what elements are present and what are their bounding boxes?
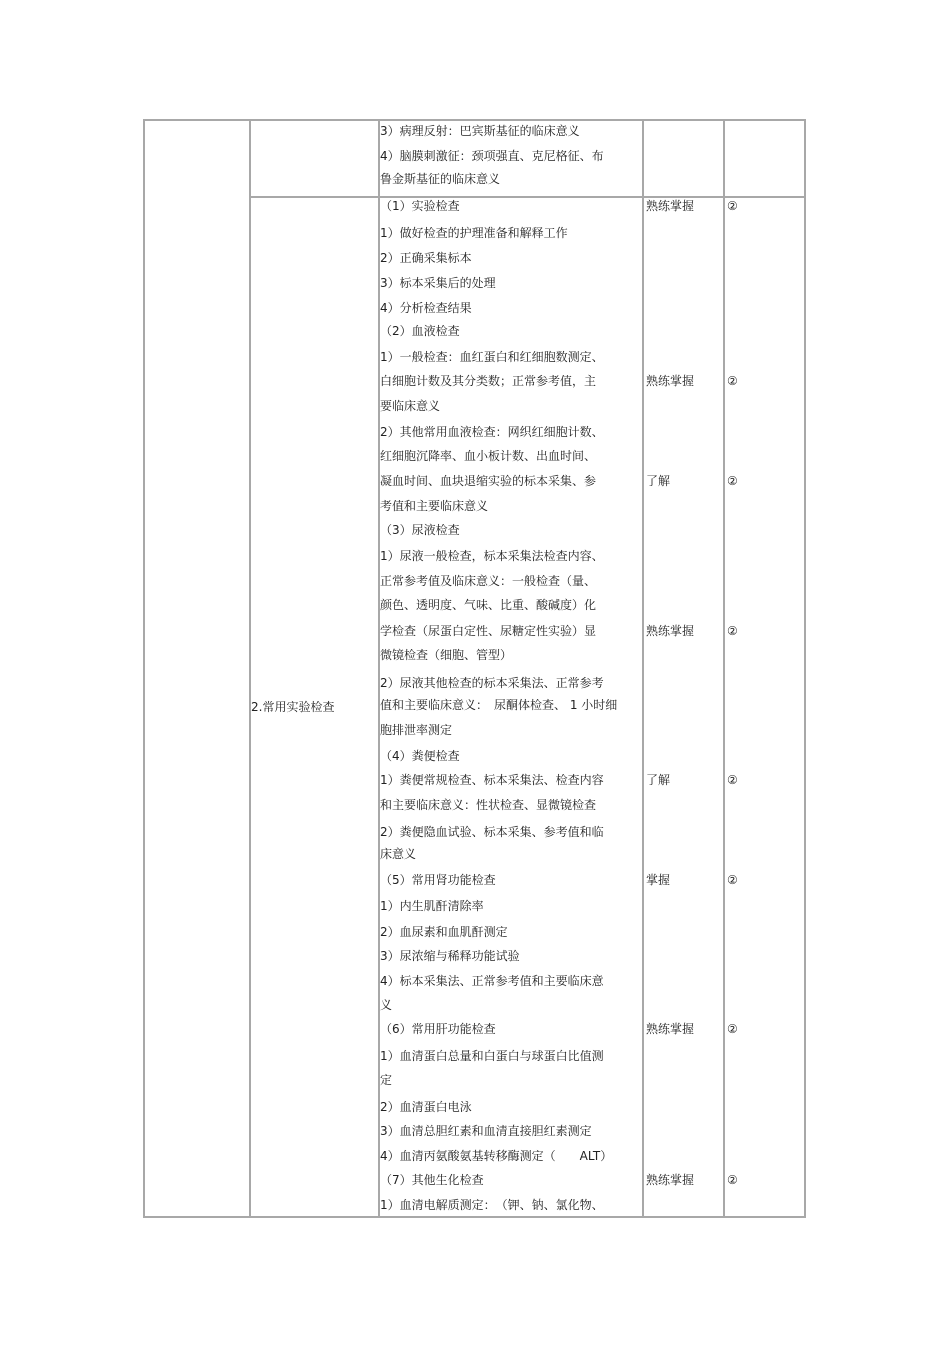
content-line: 凝血时间、血块退缩实验的标本采集、参 — [380, 474, 597, 488]
level-cell: 了解 — [646, 474, 671, 488]
row-divider — [251, 196, 804, 198]
mark-cell: ② — [727, 873, 738, 887]
content-line: 4）脑膜刺激征：颈项强直、克尼格征、布 — [380, 149, 604, 163]
level-cell: 熟练掌握 — [646, 1022, 695, 1036]
content-line: 值和主要临床意义： 尿酮体检查、 1 小时细 — [380, 698, 618, 712]
content-line: 学检查（尿蛋白定性、尿糖定性实验）显 — [380, 624, 597, 638]
mark-cell: ② — [727, 624, 738, 638]
content-line: 3）病理反射：巴宾斯基征的临床意义 — [380, 124, 580, 138]
content-line: 鲁金斯基征的临床意义 — [380, 172, 501, 186]
column-divider — [642, 121, 644, 1216]
content-line: 正常参考值及临床意义：一般检查（量、 — [380, 574, 597, 588]
topic-cell: 2.常用实验检查 — [251, 700, 335, 714]
content-line: （7）其他生化检查 — [380, 1173, 484, 1187]
mark-cell: ② — [727, 773, 738, 787]
content-line: 1）内生肌酐清除率 — [380, 899, 484, 913]
content-line: 床意义 — [380, 847, 417, 861]
content-line: （6）常用肝功能检查 — [380, 1022, 496, 1036]
content-line: 胞排泄率测定 — [380, 723, 453, 737]
content-line: 定 — [380, 1073, 393, 1087]
content-line: 2）血尿素和血肌酐测定 — [380, 925, 508, 939]
content-line: 要临床意义 — [380, 399, 441, 413]
content-line: 2）尿液其他检查的标本采集法、正常参考 — [380, 676, 604, 690]
mark-cell: ② — [727, 1022, 738, 1036]
content-line: 白细胞计数及其分类数；正常参考值，主 — [380, 374, 597, 388]
mark-cell: ② — [727, 1173, 738, 1187]
content-line: 1）血清蛋白总量和白蛋白与球蛋白比值测 — [380, 1049, 604, 1063]
content-line: （3）尿液检查 — [380, 523, 460, 537]
mark-cell: ② — [727, 474, 738, 488]
content-line: 红细胞沉降率、血小板计数、出血时间、 — [380, 449, 597, 463]
column-divider — [723, 121, 725, 1216]
mark-cell: ② — [727, 374, 738, 388]
content-line: 4）标本采集法、正常参考值和主要临床意 — [380, 974, 604, 988]
content-line: 2）粪便隐血试验、标本采集、参考值和临 — [380, 825, 604, 839]
column-divider — [249, 121, 251, 1216]
content-line: 微镜检查（细胞、管型） — [380, 648, 513, 662]
level-cell: 了解 — [646, 773, 671, 787]
content-line: 2）其他常用血液检查：网织红细胞计数、 — [380, 425, 604, 439]
level-cell: 熟练掌握 — [646, 374, 695, 388]
content-line: 4）血清丙氨酸氨基转移酶测定（ ALT） — [380, 1149, 613, 1163]
content-line: 颜色、透明度、气味、比重、酸碱度）化 — [380, 598, 597, 612]
content-line: 3）尿浓缩与稀释功能试验 — [380, 949, 520, 963]
level-cell: 熟练掌握 — [646, 1173, 695, 1187]
content-line: （5）常用肾功能检查 — [380, 873, 496, 887]
content-line: 考值和主要临床意义 — [380, 499, 489, 513]
content-line: （4）粪便检查 — [380, 749, 460, 763]
mark-cell: ② — [727, 199, 738, 213]
content-line: 2）血清蛋白电泳 — [380, 1100, 472, 1114]
content-line: 义 — [380, 998, 393, 1012]
content-line: 1）一般检查：血红蛋白和红细胞数测定、 — [380, 350, 604, 364]
content-line: 和主要临床意义：性状检查、显微镜检查 — [380, 798, 597, 812]
content-line: 3）血清总胆红素和血清直接胆红素测定 — [380, 1124, 592, 1138]
content-line: 3）标本采集后的处理 — [380, 276, 496, 290]
content-line: （2）血液检查 — [380, 324, 460, 338]
content-line: （1）实验检查 — [380, 199, 460, 213]
level-cell: 熟练掌握 — [646, 199, 695, 213]
content-line: 1）血清电解质测定： （钾、钠、氯化物、 — [380, 1198, 604, 1212]
content-line: 1）尿液一般检查，标本采集法检查内容、 — [380, 549, 604, 563]
content-line: 4）分析检查结果 — [380, 301, 472, 315]
content-line: 1）粪便常规检查、标本采集法、检查内容 — [380, 773, 604, 787]
content-line: 1）做好检查的护理准备和解释工作 — [380, 226, 568, 240]
level-cell: 熟练掌握 — [646, 624, 695, 638]
level-cell: 掌握 — [646, 873, 671, 887]
content-line: 2）正确采集标本 — [380, 251, 472, 265]
